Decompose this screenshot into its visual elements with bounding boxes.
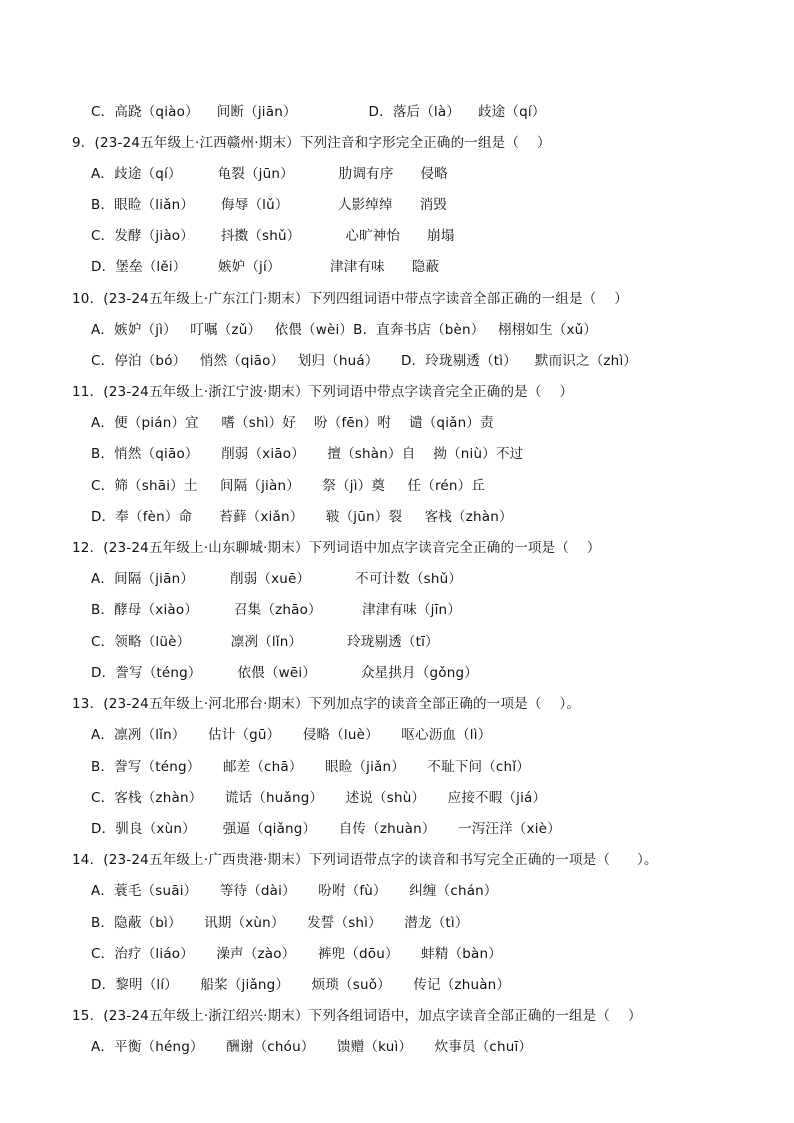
question-9-option-d: D．堡垒（lěi） 嫉妒（jí） 津津有味 隐蔽 [91,259,440,275]
question-14-stem: 14．(23-24五年级上·广西贵港·期末）下列词语带点字的读音和书写完全正确的一项是（ ）。 [72,852,658,868]
question-14-option-b: B．隐蔽（bì） 讯期（xùn） 发誓（shì） 潜龙（tì） [91,915,469,931]
question-11-option-d: D．奉（fèn）命 苔藓（xiǎn） 皲（jūn）裂 客栈（zhàn） [91,509,513,525]
question-12-option-b: B．酵母（xiào） 召集（zhāo） 津津有味（jīn） [91,602,462,618]
question-14-option-c: C．治疗（liáo） 澡声（zào） 裤兜（dōu） 蚌精（bàn） [91,946,502,962]
question-14-option-a: A．蓑毛（suāi） 等待（dài） 吩咐（fù） 纠缠（chán） [91,883,498,899]
question-11-option-b: B．悄然（qiāo） 削弱（xiāo） 擅（shàn）自 拗（niù）不过 [91,446,524,462]
question-12-option-c: C．领略（lüè） 凛冽（lǐn） 玲珑剔透（tī） [91,634,439,650]
question-11-stem: 11．(23-24五年级上·浙江宁波·期末）下列词语中带点字读音完全正确的是（ ） [72,384,574,400]
question-9-option-b: B．眼睑（liǎn） 侮辱（lǔ） 人影绰绰 消毁 [91,197,448,213]
question-13-option-a: A．凛冽（lǐn） 估计（gū） 侵略（luè） 呕心沥血（lì） [91,727,492,743]
question-10-options-ab: A．嫉妒（jì） 叮嘱（zǔ） 依偎（wèi）B．直奔书店（bèn） 栩栩如生（xǔ） [91,322,598,338]
question-10-options-cd: C．停泊（bó） 悄然（qiāo） 划归（huá） D．玲珑剔透（tì） 默而识之（zhì） [91,353,638,369]
question-10-stem: 10．(23-24五年级上·广东江门·期末）下列四组词语中带点字读音全部正确的一组是（ ） [72,291,629,307]
question-12-stem: 12．(23-24五年级上·山东聊城·期末）下列词语中加点字读音完全正确的一项是（ ） [72,540,601,556]
question-14-option-d: D．黎明（lí） 船桨（jiǎng） 烦琐（suǒ） 传记（zhuàn） [91,977,511,993]
question-9-option-c: C．发酵（jiào） 抖擞（shǔ） 心旷神怡 崩塌 [91,228,455,244]
question-13-option-b: B．誊写（téng） 邮差（chā） 眼睑（jiǎn） 不耻下问（chǐ） [91,759,530,775]
question-13-option-d: D．驯良（xùn） 强逼（qiǎng） 自传（zhuàn） 一泻汪洋（xiè） [91,821,561,837]
question-11-option-c: C．筛（shāi）土 间隔（jiàn） 祭（jì）奠 任（rén）丘 [91,478,486,494]
question-13-stem: 13．(23-24五年级上·河北邢台·期末）下列加点字的读音全部正确的一项是（ ）。 [72,696,581,712]
question-12-option-d: D．誊写（téng） 依偎（wēi） 众星拱月（gǒng） [91,665,478,681]
question-15-option-a: A．平衡（héng） 酬谢（chóu） 馈赠（kuì） 炊事员（chuī） [91,1039,533,1055]
question-9-stem: 9．(23-24五年级上·江西赣州·期末）下列注音和字形完全正确的一组是（ ） [72,135,551,151]
question-8-options-cd: C．高跷（qiào） 间断（jiān） D．落后（là） 歧途（qí） [91,104,546,120]
question-11-option-a: A．便（pián）宜 嗜（shì）好 吩（fēn）咐 谴（qiǎn）责 [91,415,494,431]
question-9-option-a: A．歧途（qí） 龟裂（jūn） 肋调有序 侵略 [91,166,448,182]
question-15-stem: 15．(23-24五年级上·浙江绍兴·期末）下列各组词语中，加点字读音全部正确的一组是（ ） [72,1008,642,1024]
question-12-option-a: A．间隔（jiān） 削弱（xuē） 不可计数（shǔ） [91,571,463,587]
question-13-option-c: C．客栈（zhàn） 谎话（huǎng） 述说（shù） 应接不暇（jiá） [91,790,547,806]
